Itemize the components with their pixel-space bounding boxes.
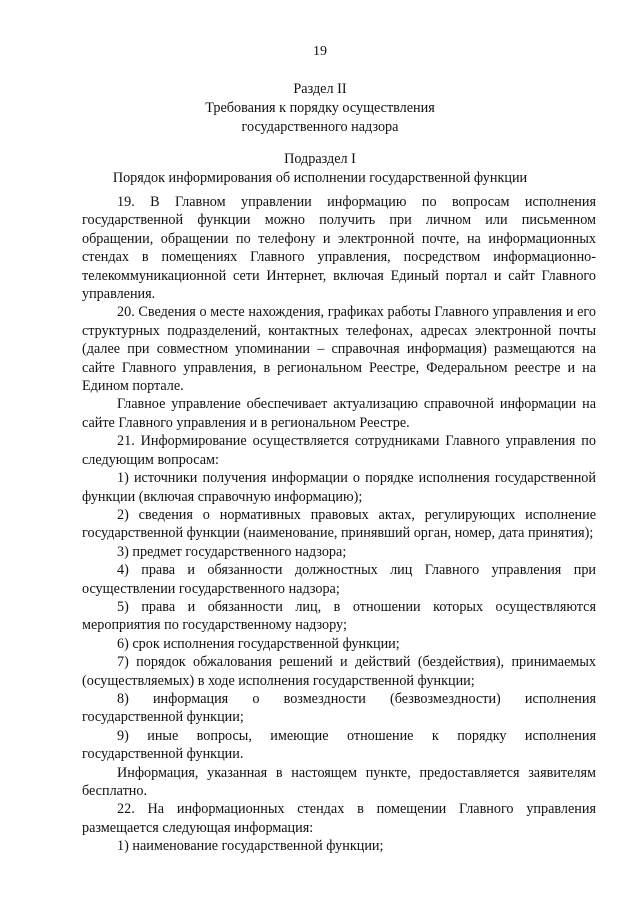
section-subtitle-line2: государственного надзора bbox=[241, 119, 399, 135]
list-item-21-1: 1) источники получения информации о порядке исполнения государственной функции (включая справочную информацию); bbox=[82, 470, 596, 505]
list-item-21-9: 9) иные вопросы, имеющие отношение к порядку исполнения государственной функции. bbox=[82, 727, 596, 763]
paragraph-20-note: Главное управление обеспечивает актуализацию справочной информации на сайте Главного управления и в региональном Реестре. bbox=[82, 396, 596, 431]
paragraph-22: 22. На информационных стендах в помещении Главного управления размещается следующая информация: bbox=[82, 801, 596, 836]
list-item-21-7: 7) порядок обжалования решений и действий (бездействия), принимаемых (осуществляемых) в ходе исполнения государственной функции; bbox=[82, 654, 596, 689]
section-subtitle-line1: Требования к порядку осуществления bbox=[205, 100, 435, 116]
paragraph-21: 21. Информирование осуществляется сотрудниками Главного управления по следующим вопросам: bbox=[82, 433, 596, 468]
list-item-21-8: 8) информация о возмездности (безвозмездности) исполнения государственной функции; bbox=[82, 690, 596, 726]
list-item-22-1: 1) наименование государственной функции; bbox=[117, 838, 384, 855]
paragraph-21-note: Информация, указанная в настоящем пункте, предоставляется заявителям бесплатно. bbox=[82, 764, 596, 799]
subsection-subtitle: Порядок информирования об исполнении государственной функции bbox=[112, 170, 528, 186]
list-item-21-6: 6) срок исполнения государственной функции; bbox=[117, 635, 400, 652]
document-body bbox=[82, 193, 596, 856]
paragraph-19: 19. В Главном управлении информацию по вопросам исполнения государственной функции можно получить при личном или письменном обращении, обращении по телефону и электронной почте, на информационных стендах в помещениях Главного управления, посредством информационно-телекоммуникационной сети Интернет, включая Единый портал и сайт Главного управления. bbox=[82, 194, 596, 303]
page-number: 19 bbox=[313, 44, 327, 59]
paragraph-20: 20. Сведения о месте нахождения, графиках работы Главного управления и его структурных подразделений, контактных телефонах, адресах электронной почты (далее при совместном упоминании – справочная информация) размещаются на сайте Главного управления, в региональном Реестре, Федеральном реестре и на Едином портале. bbox=[82, 304, 596, 395]
subsection-title: Подраздел I bbox=[284, 151, 356, 167]
list-item-21-4: 4) права и обязанности должностных лиц Главного управления при осуществлении государственного надзора; bbox=[82, 562, 596, 597]
section-title: Раздел II bbox=[293, 81, 347, 97]
list-item-21-3: 3) предмет государственного надзора; bbox=[117, 543, 347, 560]
list-item-21-5: 5) права и обязанности лиц, в отношении которых осуществляются мероприятия по государственному надзору; bbox=[82, 598, 596, 634]
list-item-21-2: 2) сведения о нормативных правовых актах, регулирующих исполнение государственной функции (наименование, принявший орган, номер, дата принятия); bbox=[82, 506, 596, 542]
